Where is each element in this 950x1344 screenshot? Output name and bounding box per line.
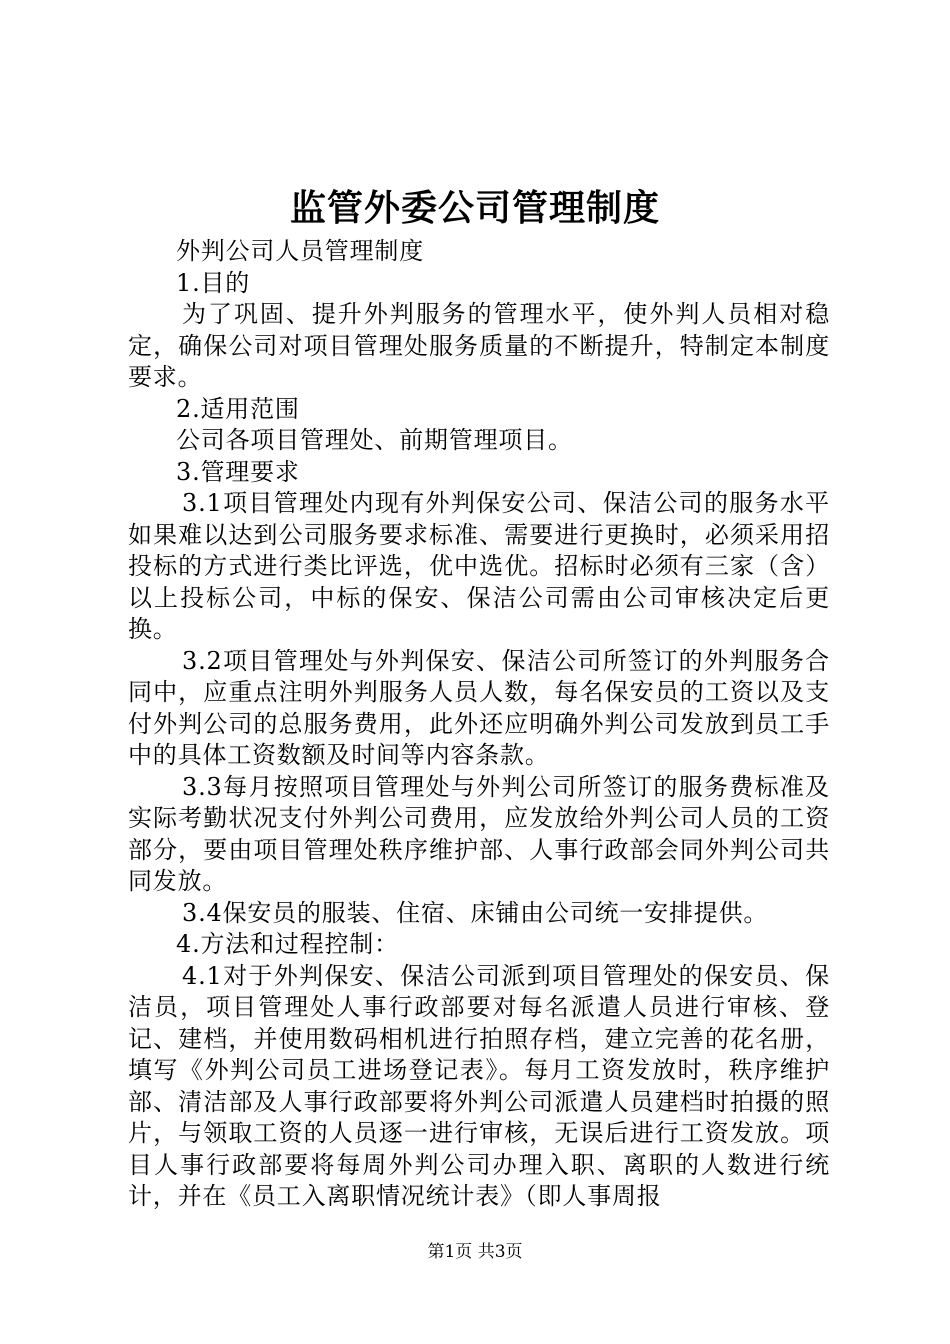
paragraph-section-3-1: 3.1项目管理处内现有外判保安公司、保洁公司的服务水平如果难以达到公司服务要求标准、需要进行更换时，必须采用招投标的方式进行类比评选，优中选优。招标时必须有三家（含）以上投标公司，中标的保安、保洁公司需由公司审核决定后更换。 (128, 489, 830, 643)
paragraph-section-2-heading: 2.适用范围 (176, 394, 300, 423)
paragraph-section-3-heading: 3.管理要求 (176, 457, 300, 486)
paragraph-section-4-1: 4.1对于外判保安、保洁公司派到项目管理处的保安员、保洁员，项目管理处人事行政部要对每名派遣人员进行审核、登记、建档，并使用数码相机进行拍照存档，建立完善的花名册，填写《外判公司员工进场登记表》。每月工资发放时，秩序维护部、清洁部及人事行政部要将外判公司派遣人员建档时拍摄的照片，与领取工资的人员逐一进行审核，无误后进行工资发放。项目人事行政部要将每周外判公司办理入职、离职的人数进行统计，并在《员工入离职情况统计表》（即人事周报 (128, 961, 830, 1210)
page-footer: 第1页 共3页 (427, 1242, 523, 1262)
paragraph-section-3-2: 3.2项目管理处与外判保安、保洁公司所签订的外判服务合同中，应重点注明外判服务人员人数，每名保安员的工资以及支付外判公司的总服务费用，此外还应明确外判公司发放到员工手中的具体工资数额及时间等内容条款。 (128, 646, 830, 769)
paragraph-section-4-heading: 4.方法和过程控制： (176, 930, 399, 958)
document-body (128, 236, 830, 1213)
paragraph-section-1-heading: 1.目的 (176, 268, 251, 297)
paragraph-section-3-3: 3.3每月按照项目管理处与外判公司所签订的服务费标准及实际考勤状况支付外判公司费用，应发放给外判公司人员的工资部分，要由项目管理处秩序维护部、人事行政部会同外判公司共同发放。 (128, 772, 830, 895)
paragraph-subtitle: 外判公司人员管理制度 (176, 237, 424, 265)
paragraph-section-2-text: 公司各项目管理处、前期管理项目。 (176, 426, 573, 454)
paragraph-section-3-4: 3.4保安员的服装、住宿、床铺由公司统一安排提供。 (182, 898, 769, 927)
document-title: 监管外委公司管理制度 (289, 187, 660, 229)
paragraph-section-1-text: 为了巩固、提升外判服务的管理水平，使外判人员相对稳定，确保公司对项目管理处服务质量的不断提升，特制定本制度要求。 (128, 300, 830, 391)
